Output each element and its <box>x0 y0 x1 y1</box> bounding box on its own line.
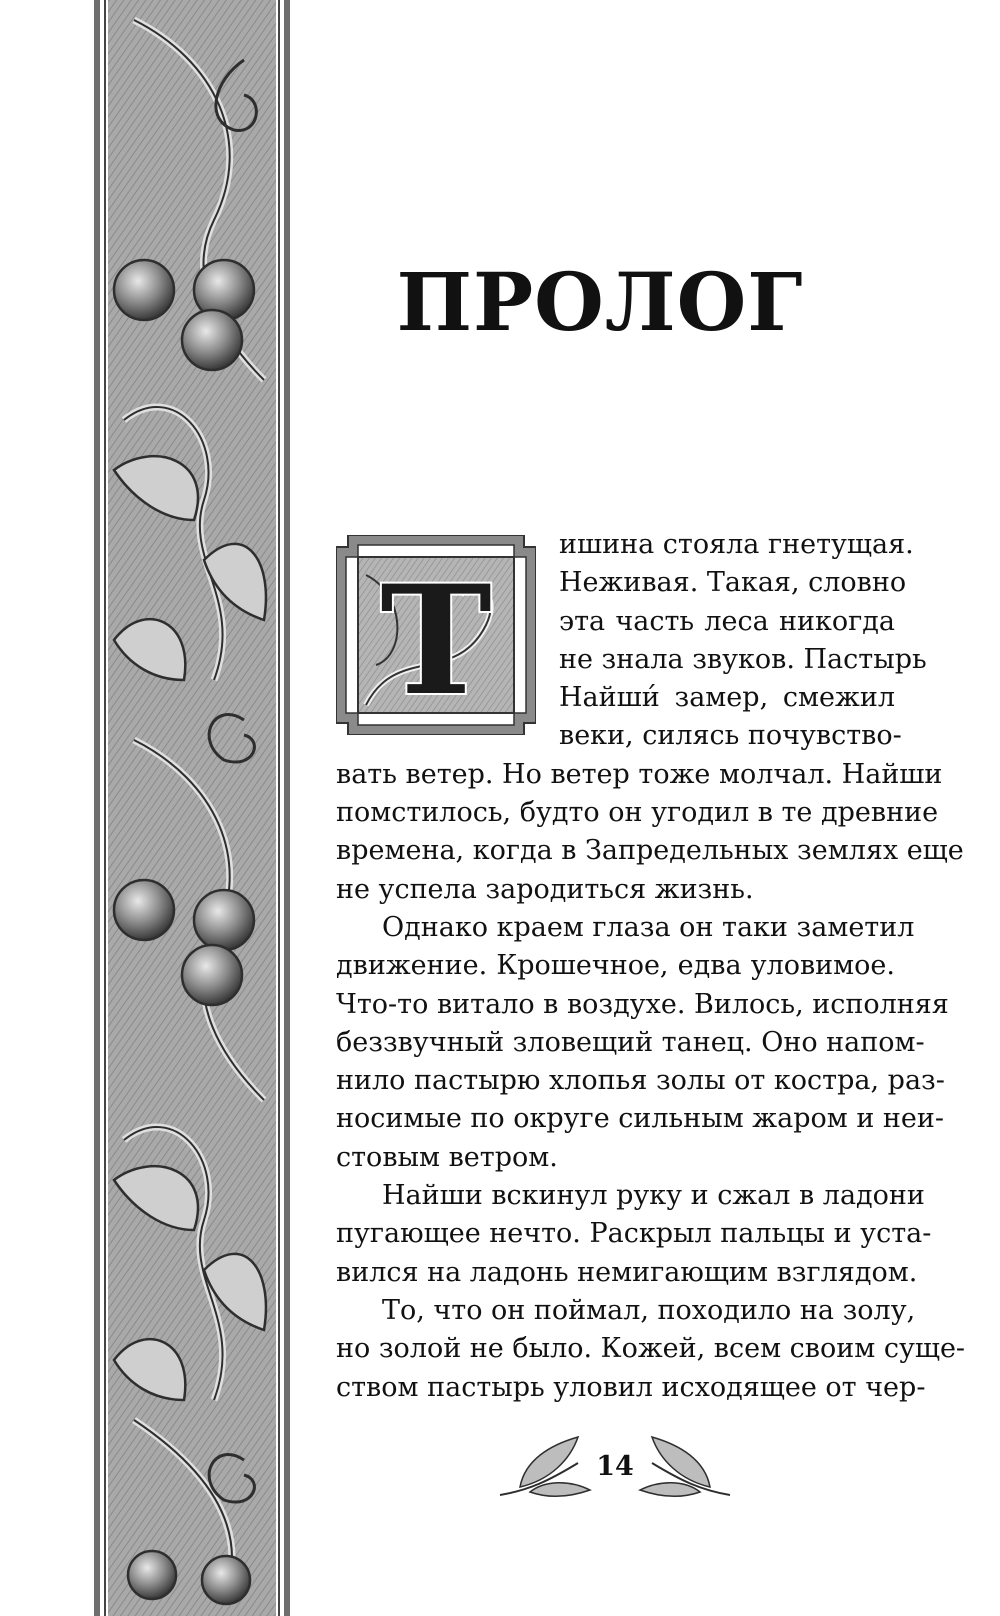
text-line: веки, силясь почувство- <box>559 720 902 752</box>
text-line: вился на ладонь немигающим взглядом. <box>336 1256 918 1288</box>
text-line: Неживая. Такая, словно <box>559 567 907 599</box>
page-number: 14 <box>596 1451 634 1482</box>
text-line: помстилось, будто он угодил в те древние <box>336 797 939 829</box>
ornamental-border <box>94 0 290 1616</box>
chapter-title: ПРОЛОГ <box>396 255 804 349</box>
text-line: Что-то витало в воздухе. Вилось, исполняя <box>336 988 949 1020</box>
text-line: ишина стояла гнетущая. <box>559 529 914 560</box>
text-line: нило пастырю хлопья золы от костра, раз- <box>336 1065 945 1097</box>
text-line: времена, когда в Запредельных землях еще <box>336 835 964 867</box>
text-line: То, что он поймал, походило на золу, <box>382 1294 916 1326</box>
text-line: вать ветер. Но ветер тоже молчал. Найши <box>336 758 943 790</box>
text-line: пугающее нечто. Раскрыл пальцы и уста- <box>336 1218 932 1250</box>
text-line: Найши вскинул руку и сжал в ладони <box>382 1180 925 1212</box>
body-text <box>336 526 966 1407</box>
text-line: носимые по округе сильным жаром и неи- <box>336 1103 945 1135</box>
text-line: эта часть леса никогда <box>559 605 895 637</box>
text-line: ством пастырь уловил исходящее от чер- <box>336 1371 926 1403</box>
text-line: не успела зародиться жизнь. <box>336 873 754 905</box>
text-line: Однако краем глаза он таки заметил <box>382 911 915 943</box>
page-footer <box>500 1435 730 1505</box>
text-line: но золой не было. Кожей, всем своим суще- <box>336 1333 966 1365</box>
text-line: движение. Крошечное, едва уловимое. <box>336 950 895 982</box>
dropcap-letter: Т <box>380 553 492 729</box>
text-line: стовым ветром. <box>336 1141 558 1173</box>
text-line: беззвучный зловещий танец. Оно напом- <box>336 1026 925 1058</box>
text-line: не знала звуков. Пастырь <box>559 643 927 675</box>
text-line: Найши́ замер, смежил <box>559 682 895 714</box>
